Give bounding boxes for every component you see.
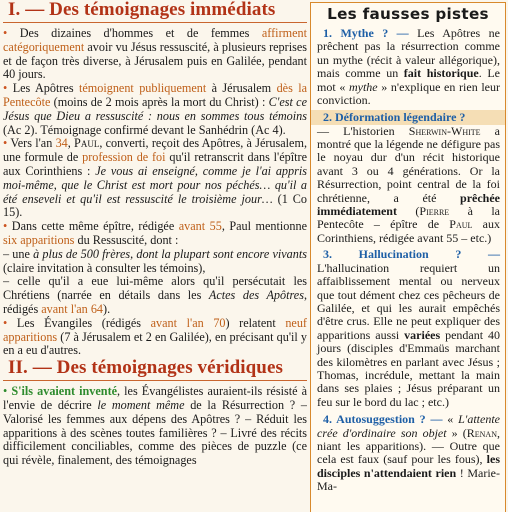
text: avoir vu Jésus ressuscité, à plusieurs reprises et de façon très diverse, à Jérusalem puis en Galilée, pendant 40 jours. [3, 39, 307, 82]
text: Dans cette même épître, rédigée [11, 219, 179, 234]
text: aux Corinthiens, rédigée avant 55 – etc.) [317, 217, 500, 245]
highlight: avant 55 [178, 219, 222, 234]
paragraph-5 [3, 317, 307, 358]
text: ! Marie-Ma- [317, 465, 500, 494]
box-title: Les fausses pistes [327, 5, 489, 23]
bullet-icon: • [3, 136, 8, 151]
section-title-2: II. — Des témoignages véridiques [3, 358, 307, 381]
text: Vers l'an [10, 136, 56, 151]
highlight: dès la Pentecôte [3, 81, 307, 109]
text: Les Apôtres ne prêchent pas la résurrection comme un mythe (récit à valeur allégorique), mais comme un [317, 26, 500, 81]
quote: Je vous ai enseigné, comme je l'ai appris moi-même, que le Christ est mort pour nos péchés… qu'il a été enseveli et qu'il est ressuscité le troisième jour… [3, 163, 307, 206]
text: L'hallucination requiert un affaiblissement mental ou nerveux que tout dément chez ces pêcheurs de Galilée, et qui les aurait empêchés d'être crus. Elle ne peut expliquer des apparitions aussi [317, 260, 500, 342]
text: » n'explique en rien leur conviction. [317, 79, 500, 108]
name: Sherwin-White [408, 123, 481, 138]
italic-text: mythe [348, 79, 378, 94]
bullet-icon: • [3, 315, 8, 330]
highlight: 34 [55, 136, 68, 151]
item-text [317, 27, 500, 107]
item-text [317, 248, 500, 409]
text: (claire invitation à consulter les témoins), [3, 260, 206, 275]
text: — L'historien [317, 123, 409, 138]
text: , converti, reçoit des Apôtres, à Jérusalem, une formule de [3, 136, 307, 165]
item-hallucination [311, 248, 505, 409]
bullet-icon: • [3, 81, 8, 96]
sidebar-box [310, 2, 506, 512]
text: , niant les apparitions). — Outre que cela est faux (sauf pour les fous), [317, 425, 500, 467]
item-autosuggestion [311, 413, 505, 493]
book-title: Actes des Apôtres [208, 288, 304, 303]
text: pendant 40 jours (disciples d'Emmaüs marchant des kilomètres en parlant avec Jésus ; Thomas, incrédule, mettant la main dans ses plaies ; Jésus préparant un feu sur le bord du lac ; etc.) [317, 327, 500, 409]
name: Paul [74, 136, 100, 151]
section-title-1: I. — Des témoignages immédiats [3, 0, 307, 23]
item-text [317, 125, 500, 246]
bullet-icon: • [3, 219, 8, 234]
bold-text: les disciples n'attendaient rien [317, 452, 500, 480]
name: Renan [466, 425, 497, 440]
highlight: avant l'an 64 [41, 301, 104, 316]
text: , les Évangélistes auraient-ils résisté à l'envie de décrire [3, 384, 307, 412]
highlight: S'ils avaient inventé [11, 384, 118, 399]
highlight: affirment catégoriquement [3, 26, 307, 54]
bold-text: fait historique [403, 66, 479, 81]
highlight: témoignent publiquement [78, 81, 207, 96]
text: ). [103, 301, 111, 316]
item-heading: 2. Déformation légendaire ? [311, 110, 505, 124]
item-heading: 3. Hallucination ? — [323, 247, 500, 262]
name: Pierre [419, 204, 450, 219]
highlight: neuf apparitions [3, 315, 307, 344]
text: – celle qu'il a eue lui-même alors qu'il persécutait les Chrétiens (narrée en détails dans les [3, 274, 307, 303]
paragraph-4 [3, 220, 307, 317]
text: du Ressuscité, dont : [74, 232, 179, 247]
highlight: six apparitions [3, 232, 75, 247]
text: (7 à Jérusalem et 2 en Galilée), en précisant qu'il y en a eu d'autres. [3, 329, 307, 358]
text: » ( [446, 425, 467, 440]
text: (1 Co 15). [3, 191, 307, 220]
text: ( [396, 204, 420, 219]
quote: L'attente crée d'ordinaire son objet [317, 412, 500, 440]
text: Les Évangiles (rédigés [16, 315, 151, 330]
item-heading: 4. Autosuggestion ? — [323, 412, 443, 427]
text: , Paul mentionne [221, 219, 307, 234]
item-heading: 1. Mythe ? — [323, 26, 409, 40]
main-column [3, 0, 307, 508]
bullet-icon: • [3, 384, 8, 399]
text: de la Résurrection ? – Valorisé les femmes aux dépens des Apôtres ? – Réduit les apparitions à des scènes toutes familières ? – Livré des récits difficilement conciliables, comme des pièces de puzzle (ce qui révèle, finalement, des témoignages [3, 397, 307, 468]
text: – une [3, 246, 34, 261]
text: ) relatent [225, 315, 286, 330]
text: à la Pentecôte – épître de [317, 204, 500, 232]
bullet-icon: • [3, 26, 8, 40]
paragraph-2 [3, 82, 307, 137]
quote: le moment même [97, 397, 185, 412]
item-myth [311, 27, 505, 107]
text: , [67, 136, 75, 151]
text: à Jérusalem [206, 81, 277, 96]
text: (Ac 2). Témoignage confirmé devant le Sanhédrin (Ac 4). [3, 122, 286, 137]
text: . Le mot « [317, 66, 500, 94]
text: qu'il retranscrit dans l'épître aux Corinthiens : [3, 150, 307, 178]
bold-text: prêchée immédiatement [317, 190, 500, 219]
text: a montré que la légende ne défigure pas le noyau dur d'un récit historique avant 3 ou 4 générations. Or la Résurrection, point central de la foi chrétienne, a été [317, 123, 500, 205]
paragraph-1 [3, 27, 307, 82]
text: Les Apôtres [12, 81, 79, 96]
name: Paul [449, 217, 473, 232]
paragraph-6 [3, 385, 307, 468]
item-legend [311, 110, 505, 245]
item-text [317, 413, 500, 493]
text: (moins de 2 mois après la mort du Christ) : [50, 94, 269, 109]
text: « [447, 412, 459, 427]
paragraph-3 [3, 137, 307, 220]
text: Des dizaines d'hommes et de femmes [19, 26, 262, 40]
quote: C'est ce Jésus que Dieu a ressuscité : nous en sommes tous témoins [3, 94, 307, 123]
bold-text: variées [404, 327, 441, 342]
highlight: avant l'an 70 [150, 315, 226, 330]
text: , rédigés [3, 288, 307, 316]
highlight: profession de foi [82, 150, 166, 165]
quote: à plus de 500 frères, dont la plupart sont encore vivants [33, 246, 307, 261]
